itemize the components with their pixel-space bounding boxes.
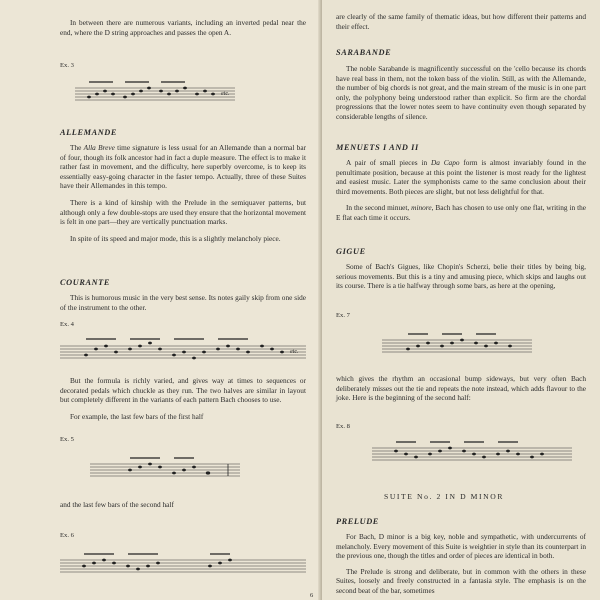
courante-heading: COURANTE bbox=[60, 278, 110, 287]
ex7-music-staff bbox=[382, 332, 532, 358]
svg-text:etc.: etc. bbox=[290, 349, 299, 355]
suite-title: SUITE No. 2 IN D MINOR bbox=[384, 492, 504, 501]
right-page bbox=[322, 0, 600, 600]
prelude-heading: PRELUDE bbox=[336, 517, 379, 526]
ex8-music-staff bbox=[372, 440, 572, 466]
svg-text:etc.: etc. bbox=[221, 91, 230, 97]
courante-body: But the formula is richly varied, and gives way at times to sequences or decorated pedals which chuckle as they run. The two halves are similar in layout but completely different in the variants of each pattern Bach chooses to use. For example, the last few bars of the first half bbox=[60, 376, 306, 421]
menuets-heading: MENUETS I AND II bbox=[336, 143, 419, 152]
ex8-label: Ex. 8 bbox=[336, 423, 350, 430]
courante-second-half: and the last few bars of the second half bbox=[60, 500, 174, 509]
ex7-label: Ex. 7 bbox=[336, 312, 350, 319]
allemande-heading: ALLEMANDE bbox=[60, 128, 118, 137]
ex3-music-staff bbox=[75, 80, 235, 110]
ex3-label: Ex. 3 bbox=[60, 62, 74, 69]
menuets-text: A pair of small pieces in Da Capo form is almost invariably found in the penultimate position, because at this point the listener is most ready for the lightest and easiest music. Later the symphonists came to the same conclusion about their third movements. Both pieces are slight, but not less delightful for that. In the second minuet, minore, Bach has chosen to use only one flat, writing in the E flat each time it occurs. bbox=[336, 158, 586, 222]
gigue-body: which gives the rhythm an occasional bump sideways, but very often Bach deliberately misses out the tie and repeats the note instead, which adds flavour to the joke. Here is the beginning of the second half: bbox=[336, 374, 586, 403]
sarabande-heading: SARABANDE bbox=[336, 48, 392, 57]
intro-paragraph: In between there are numerous variants, including an inverted pedal near the end, where the D string approaches and passes the open A. bbox=[60, 18, 306, 37]
courante-intro: This is humorous music in the very best sense. Its notes gaily skip from one side of the instrument to the other. bbox=[60, 293, 306, 312]
gigue-text: Some of Bach's Gigues, like Chopin's Scherzi, belie their titles by being big, serious movements. But this is a tiny and amusing piece, which skips and laughs out its course. There is a tie halfway through some bars, as here at the opening, bbox=[336, 262, 586, 291]
ex4-label: Ex. 4 bbox=[60, 321, 74, 328]
ex5-label: Ex. 5 bbox=[60, 436, 74, 443]
ex5-music-staff bbox=[90, 456, 240, 482]
continued-paragraph: are clearly of the same family of thematic ideas, but how different their patterns and their effect. bbox=[336, 12, 586, 31]
gigue-heading: GIGUE bbox=[336, 247, 366, 256]
prelude-text: For Bach, D minor is a big key, noble and sympathetic, with undercurrents of melancholy. Every movement of this Suite is weightier in style than its counterpart in the previous one, though the titles and order of pieces are identical in both. The Prelude is strong and deliberate, but in common with the others in these Suites, loosely and freely constructed in a fantasia style. The emphasis is on the second beat of the bar, sometimes bbox=[336, 532, 586, 595]
ex6-label: Ex. 6 bbox=[60, 532, 74, 539]
allemande-text: The Alla Breve time signature is less usual for an Allemande than a normal bar of four, though its folk ancestor had in fact a duple measure. The effect is to make it rather fast in movement, and the difficulty, here superbly overcome, is to keep its essentially easy-going character in the faster tempo. Actually, three of these Suites have their Allemandes in this tempo. There is a kind of kinship with the Prelude in the semiquaver patterns, but although only a few double-stops are used they ensure that the horizontal movement is felt in one part—they are vertically punctuation marks. In spite of its speed and major mode, this is a slightly melancholy piece. bbox=[60, 143, 307, 243]
sarabande-text: The noble Sarabande is magnificently successful on the 'cello because its chords have real bass in them, not the token bass of the violin. Still, as with the Allemande, the number of big chords is not great, and the main stream of the music is in one part only, the polyphony being understood rather than explicit. So firm are the chordal progressions that the lower notes seem to have continuity even though separated by considerable lengths of silence. bbox=[336, 64, 586, 121]
page-number: 6 bbox=[310, 592, 314, 599]
ex4-music-staff bbox=[60, 338, 306, 364]
ex6-music-staff bbox=[60, 552, 306, 578]
